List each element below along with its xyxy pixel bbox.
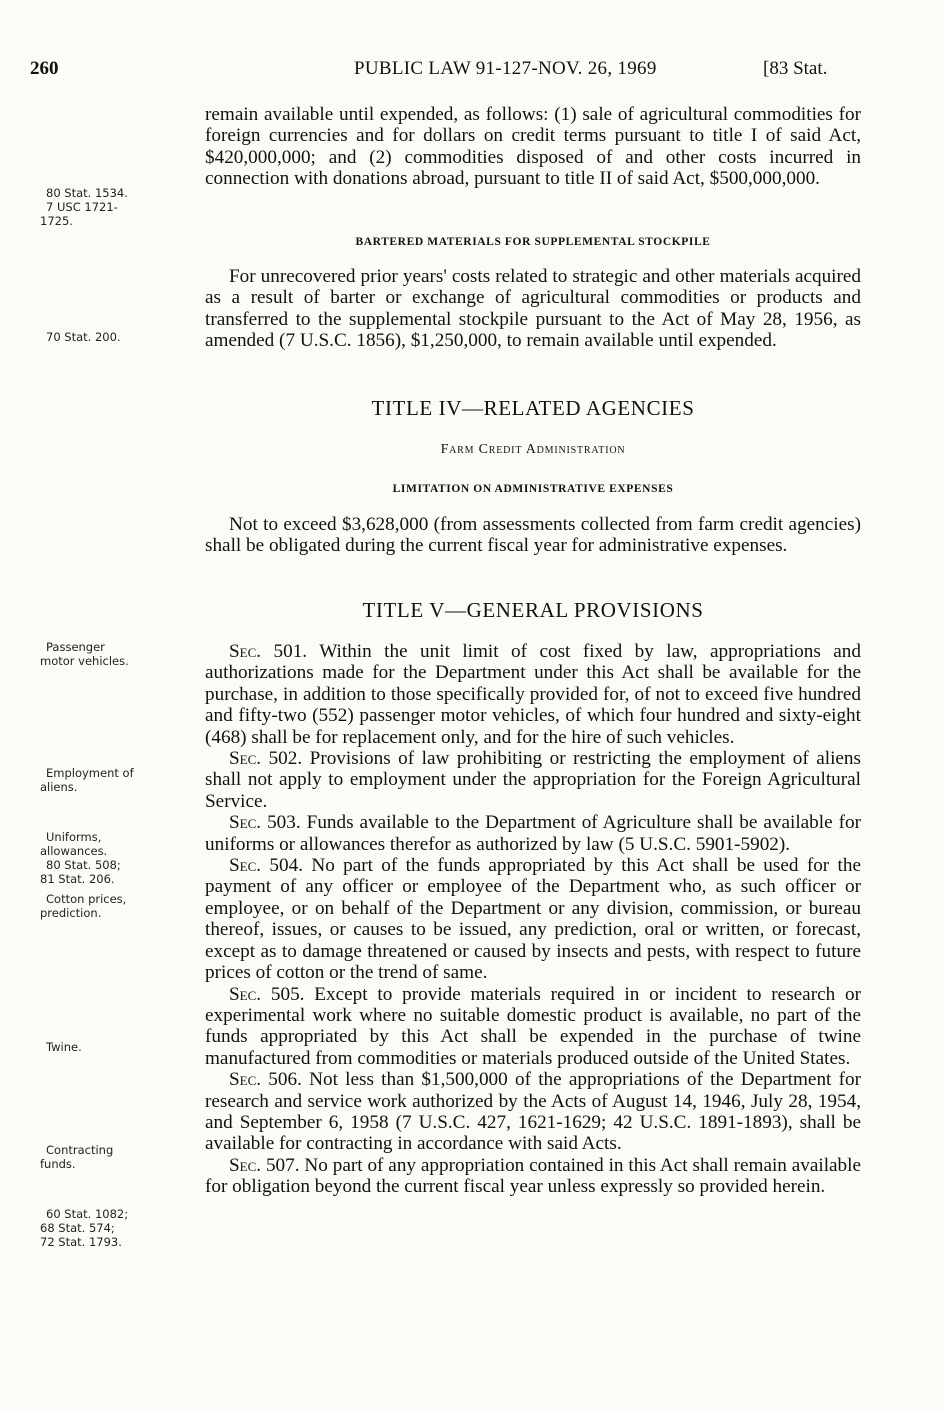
agency-heading: Farm Credit Administration: [440, 442, 626, 457]
paragraph-continued: remain available until expended, as follows: (1) sale of agricultural commodities for foreign currencies and for dollars on credit terms pursuant to title I of said Act, $420,000,000; and (2) commodities disposed of and other costs incurred in connection with donations abroad, pursuant to title II of said Act, $500,000,000.: [205, 104, 861, 190]
margin-note-70-stat-200: 70 Stat. 200.: [46, 330, 121, 344]
section-506: Sec. 506. Not less than $1,500,000 of the appropriations of the Department for research and service work authorized by the Acts of August 14, 1946, July 28, 1954, and September 6, 1958 (7 U.S.C. 427, 1621-1629; 42 U.S.C. 1891-1893), shall be available for contracting in accordance with said Acts.: [205, 1069, 861, 1155]
section-507: Sec. 507. No part of any appropriation contained in this Act shall remain available for obligation beyond the current fiscal year unless expressly so provided herein.: [205, 1154, 862, 1198]
margin-note-contract-stats: 60 Stat. 1082; 68 Stat. 574; 72 Stat. 1793.: [40, 1207, 129, 1249]
margin-note-80-stat-1534: 80 Stat. 1534. 7 USC 1721- 1725.: [40, 186, 128, 228]
section-501: Sec. 501. Within the unit limit of cost fixed by law, appropriations and authorizations made for the Department under this Act shall be available for the purchase, in addition to those specifically provided for, of not to exceed five hundred and fifty-two (552) passenger motor vehicles, of which four hundred and sixty-eight (468) shall be for replacement only, and for the hire of such vehicles.: [205, 641, 861, 748]
title-iv-heading: TITLE IV—RELATED AGENCIES: [371, 396, 695, 420]
running-header: [0, 58, 943, 88]
heading-bartered-materials: BARTERED MATERIALS FOR SUPPLEMENTAL STOCKPILE: [355, 236, 711, 248]
margin-note-cotton-prices: Cotton prices, prediction.: [40, 892, 127, 920]
title-v-heading: TITLE V—GENERAL PROVISIONS: [362, 598, 704, 622]
paragraph-bartered: For unrecovered prior years' costs related to strategic and other materials acquired as a result of barter or exchange of agricultural commodities or products and transferred to the supplemental stockpile pursuant to the Act of May 28, 1956, as amended (7 U.S.C. 1856), $1,250,000, to remain available until expended.: [205, 266, 861, 352]
general-provisions: [205, 641, 861, 1198]
volume-reference: [83 Stat.: [763, 58, 828, 79]
section-503: Sec. 503. Funds available to the Department of Agriculture shall be available for uniforms or allowances therefor as authorized by law (5 U.S.C. 5901-5902).: [205, 812, 861, 855]
section-504: Sec. 504. No part of the funds appropriated by this Act shall be used for the payment of any officer or employee of the Department who, as such officer or employee, or on behalf of the Department or any division, commission, or bureau thereof, issues, or causes to be issued, any prediction, oral or written, or forecast, except as to damage threatened or caused by insects and pests, with respect to future prices of cotton or the trend of same.: [205, 855, 861, 984]
margin-note-passenger-vehicles: Passenger motor vehicles.: [40, 640, 129, 668]
page-number: 260: [30, 58, 59, 79]
margin-note-uniforms: Uniforms, allowances. 80 Stat. 508; 81 Stat. 206.: [40, 830, 121, 886]
margin-note-contracting-funds: Contracting funds.: [40, 1143, 114, 1171]
margin-note-employment-aliens: Employment of aliens.: [40, 766, 134, 794]
margin-note-twine: Twine.: [46, 1040, 82, 1054]
paragraph-limitation: Not to exceed $3,628,000 (from assessments collected from farm credit agencies) shall be obligated during the current fiscal year for administrative expenses.: [205, 514, 861, 557]
section-502: Sec. 502. Provisions of law prohibiting or restricting the employment of aliens shall not apply to employment under the appropriation for the Foreign Agricultural Service.: [205, 748, 861, 812]
section-505: Sec. 505. Except to provide materials required in or incident to research or experimental work where no suitable domestic product is available, no part of the funds appropriated by this Act shall be expended in the purchase of twine manufactured from commodities or materials produced outside of the United States.: [205, 983, 861, 1069]
heading-limitation: LIMITATION ON ADMINISTRATIVE EXPENSES: [392, 483, 674, 495]
running-title: PUBLIC LAW 91-127-NOV. 26, 1969: [354, 58, 657, 79]
